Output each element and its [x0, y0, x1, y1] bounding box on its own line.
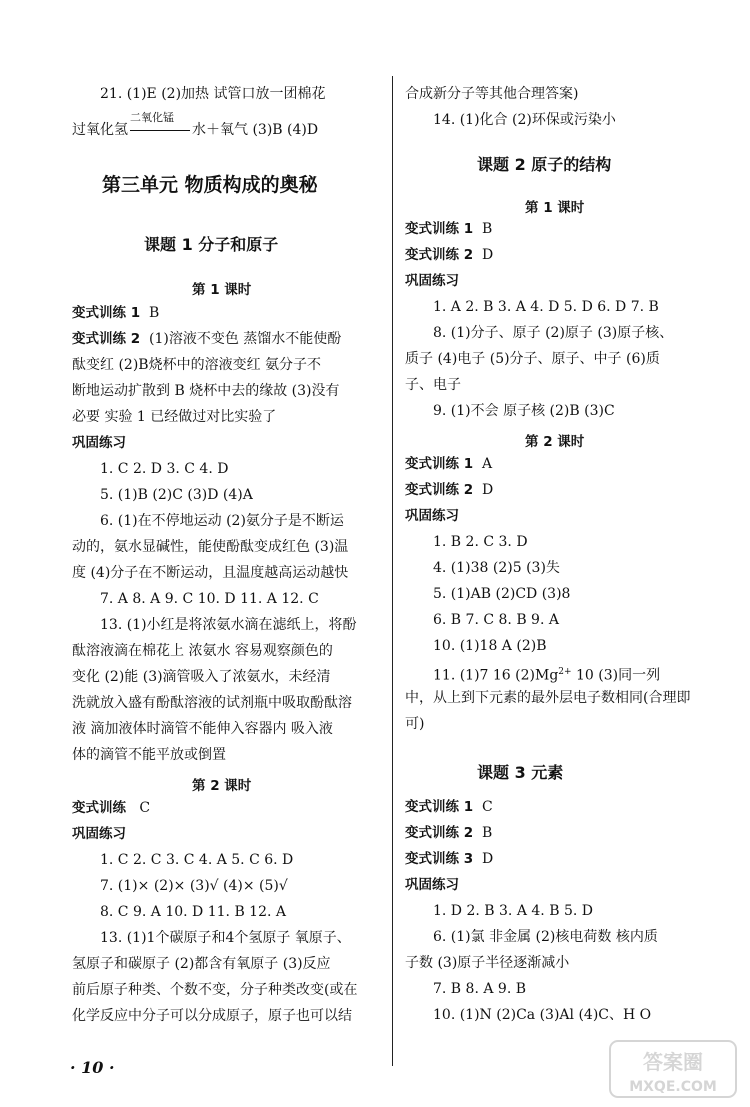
consolidation-label: 巩固练习 [405, 508, 459, 524]
answer-line: 10. (1)18 A (2)B [433, 638, 547, 654]
answer-line: 1. D 2. B 3. A 4. B 5. D [433, 903, 593, 919]
lesson1-title: 第 1 课时 [192, 282, 252, 298]
q21-line2 [72, 111, 319, 140]
variant-practice-2 [405, 480, 493, 500]
answer-line: 体的滴管不能平放或倒置 [72, 747, 226, 763]
answer-line: 6. (1)在不停地运动 (2)氨分子是不断运 [100, 513, 344, 529]
answer-text: 11. (1)7 16 (2)Mg [433, 667, 559, 684]
variant-label: 变式训练 2 [405, 247, 474, 263]
variant-practice-2 [72, 329, 341, 349]
variant-answer: D [482, 851, 494, 867]
answer-line: 13. (1)小红是将浓氨水滴在滤纸上，将酚 [100, 617, 357, 633]
answer-line: 5. (1)AB (2)CD (3)8 [433, 586, 571, 602]
variant-answer: D [482, 482, 494, 498]
reactant-text: 过氧化氢 [72, 122, 128, 138]
variant-practice-1 [405, 219, 492, 239]
answer-line: 7. (1)× (2)× (3)√ (4)× (5)√ [100, 878, 288, 894]
lesson2-title: 第 2 课时 [192, 778, 252, 794]
answer-line: 氢原子和碳原子 (2)都含有氧原子 (3)反应 [72, 956, 331, 972]
variant-label: 变式训练 1 [405, 799, 474, 815]
answer-line: 7. A 8. A 9. C 10. D 11. A 12. C [100, 591, 319, 607]
answer-line: 酞变红 (2)B烧杯中的溶液变红 氨分子不 [72, 357, 322, 373]
variant-practice-1 [405, 454, 492, 474]
unit-title: 第三单元 物质构成的奥秘 [102, 174, 318, 196]
answer-line: 14. (1)化合 (2)环保或污染小 [433, 112, 616, 128]
answer-line: 可) [405, 716, 425, 732]
consolidation-label: 巩固练习 [72, 826, 126, 842]
product-text: 水＋氧气 (3)B (4)D [192, 122, 319, 138]
answer-line: 中，从上到下元素的最外层电子数相同(合理即 [405, 690, 691, 706]
lesson2-title: 第 2 课时 [525, 434, 585, 450]
answer-text: 10 (3)同一列 [571, 667, 661, 684]
answer-line: 1. A 2. B 3. A 4. D 5. D 6. D 7. B [433, 299, 659, 315]
answer-line [433, 662, 660, 686]
answer-line: 洗就放入盛有酚酞溶液的试剂瓶中吸取酚酞溶 [72, 695, 352, 711]
variant-answer: A [482, 456, 493, 472]
variant-answer: B [149, 305, 160, 321]
variant-practice-2 [405, 245, 493, 265]
answer-line: 1. C 2. C 3. C 4. A 5. C 6. D [100, 852, 294, 868]
catalyst-label: 二氧化锰 [130, 111, 174, 124]
variant-label: 变式训练 2 [405, 482, 474, 498]
answer-line: 6. B 7. C 8. B 9. A [433, 612, 559, 628]
variant-label: 变式训练 1 [405, 221, 474, 237]
answer-line: 子数 (3)原子半径逐渐减小 [405, 955, 570, 971]
topic3-title: 课题 3 元素 [477, 763, 564, 782]
answer-line: 8. (1)分子、原子 (2)原子 (3)原子核、 [433, 325, 674, 341]
answer-line: 13. (1)1个碳原子和4个氢原子 氧原子、 [100, 930, 351, 946]
variant-practice-1 [72, 303, 159, 323]
page-number: · 10 · [70, 1058, 115, 1077]
consolidation-label: 巩固练习 [405, 877, 459, 893]
variant-label: 变式训练 2 [405, 825, 474, 841]
consolidation-label: 巩固练习 [72, 435, 126, 451]
answer-line: 7. B 8. A 9. B [433, 981, 527, 997]
consolidation-label: 巩固练习 [405, 273, 459, 289]
ion-charge: 2+ [558, 667, 572, 677]
answer-line: 6. (1)氯 非金属 (2)核电荷数 核内质 [433, 929, 658, 945]
svg-text:答案圈: 答案圈 [643, 1050, 703, 1074]
watermark-logo [608, 1039, 738, 1099]
variant-answer: C [482, 799, 493, 815]
answer-line: 化学反应中分子可以分成原子，原子也可以结 [72, 1008, 352, 1024]
variant-answer: D [482, 247, 494, 263]
answer-line: 酞溶液滴在棉花上 浓氨水 容易观察颜色的 [72, 643, 333, 659]
variant-label: 变式训练 2 [72, 331, 141, 347]
variant-practice-1 [405, 797, 493, 817]
variant-answer: (1)溶液不变色 蒸馏水不能使酚 [149, 331, 342, 347]
column-divider [392, 76, 393, 1066]
lesson1-title: 第 1 课时 [525, 200, 585, 216]
variant-answer: B [482, 825, 493, 841]
variant-answer: C [139, 800, 151, 816]
topic1-title: 课题 1 分子和原子 [144, 235, 279, 254]
answer-line: 9. (1)不会 原子核 (2)B (3)C [433, 403, 615, 419]
topic2-title: 课题 2 原子的结构 [477, 155, 612, 174]
q21-line1: 21. (1)E (2)加热 试管口放一团棉花 [100, 86, 326, 102]
answer-line: 1. C 2. D 3. C 4. D [100, 461, 229, 477]
arrow-line [130, 130, 190, 131]
answer-line: 液 滴加液体时滴管不能伸入容器内 吸入液 [72, 721, 333, 737]
variant-practice-3 [405, 849, 493, 869]
answer-line: 子、电子 [405, 377, 461, 393]
answer-line: 前后原子种类、个数不变，分子种类改变(或在 [72, 982, 358, 998]
variant-label: 变式训练 3 [405, 851, 474, 867]
answer-line: 质子 (4)电子 (5)分子、原子、中子 (6)质 [405, 351, 660, 367]
answer-line: 必要 实验 1 已经做过对比实验了 [72, 409, 277, 425]
variant-answer: B [482, 221, 493, 237]
variant-practice [72, 798, 150, 818]
answer-line: 变化 (2)能 (3)滴管吸入了浓氨水，未经清 [72, 669, 331, 685]
variant-practice-2 [405, 823, 492, 843]
answer-line: 合成新分子等其他合理答案) [405, 86, 579, 102]
variant-label: 变式训练 1 [405, 456, 474, 472]
svg-text:MXQE.COM: MXQE.COM [629, 1079, 717, 1095]
answer-line: 8. C 9. A 10. D 11. B 12. A [100, 904, 287, 920]
answer-line: 1. B 2. C 3. D [433, 534, 528, 550]
answer-line: 断地运动扩散到 B 烧杯中去的缘故 (3)没有 [72, 383, 340, 399]
answer-line: 10. (1)N (2)Ca (3)Al (4)C、H O [433, 1007, 652, 1023]
answer-line: 5. (1)B (2)C (3)D (4)A [100, 487, 253, 503]
variant-label: 变式训练 [72, 800, 126, 816]
reaction-arrow [128, 111, 192, 140]
variant-label: 变式训练 1 [72, 305, 141, 321]
answer-line: 4. (1)38 (2)5 (3)失 [433, 560, 560, 576]
answer-line: 度 (4)分子在不断运动，且温度越高运动越快 [72, 565, 349, 581]
answer-line: 动的，氨水显碱性，能使酚酞变成红色 (3)温 [72, 539, 349, 555]
